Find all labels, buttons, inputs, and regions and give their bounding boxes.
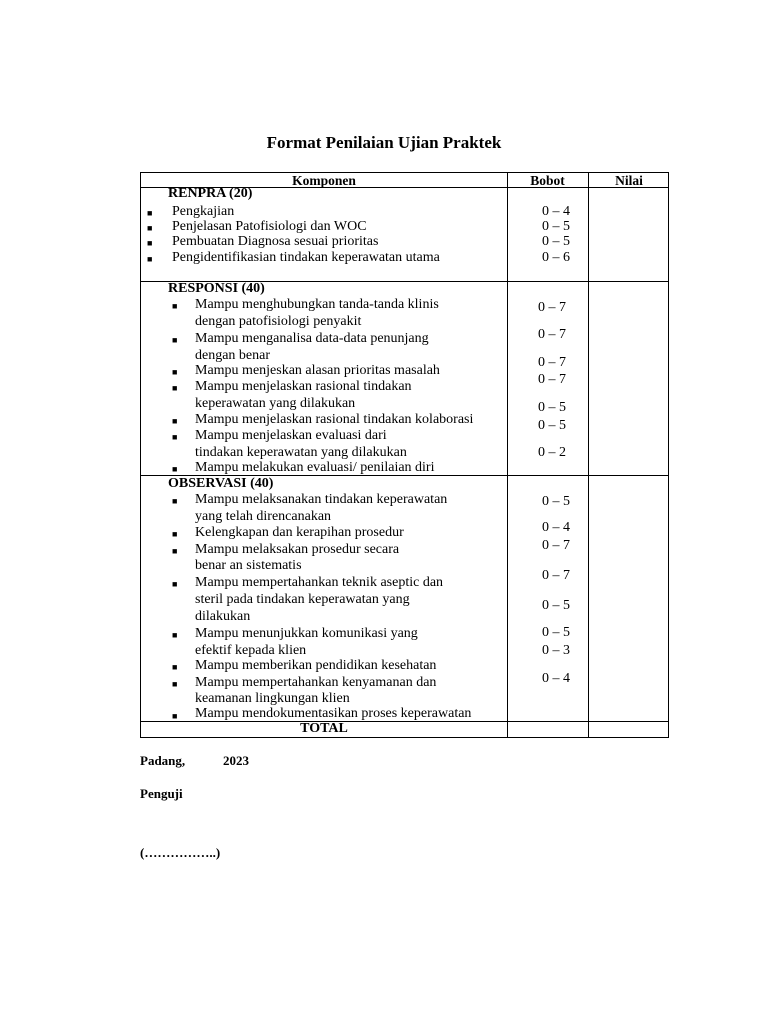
observasi-item: Mampu mendokumentasikan proses keperawatan (195, 706, 472, 721)
city-label: Padang, (140, 753, 186, 768)
page-title: Format Penilaian Ujian Praktek (266, 133, 502, 152)
observasi-bobot: 0 – 5 (542, 598, 570, 613)
responsi-bobot: 0 – 7 (538, 355, 566, 370)
observasi-item: Mampu melaksanakan tindakan keperawatan (195, 492, 448, 507)
bullet-icon: ■ (147, 238, 153, 248)
observasi-item: Mampu mempertahankan teknik aseptic dan (195, 575, 444, 590)
responsi-item: Mampu menjelaskan rasional tindakan (195, 379, 412, 394)
bullet-icon: ■ (147, 254, 153, 264)
bullet-icon: ■ (172, 546, 178, 556)
bullet-icon: ■ (172, 579, 178, 589)
header-nilai: Nilai (615, 173, 643, 188)
responsi-item: Mampu menganalisa data-data penunjang (195, 331, 429, 346)
responsi-bobot: 0 – 5 (538, 418, 566, 433)
responsi-item-cont: tindakan keperawatan yang dilakukan (195, 445, 407, 460)
bullet-icon: ■ (147, 223, 153, 233)
responsi-bobot: 0 – 7 (538, 327, 566, 342)
bullet-icon: ■ (172, 367, 178, 377)
renpra-item: Pengkajian (172, 204, 235, 219)
responsi-bobot: 0 – 7 (538, 300, 566, 315)
observasi-bobot: 0 – 4 (542, 671, 570, 686)
bullet-icon: ■ (147, 208, 153, 218)
bullet-icon: ■ (172, 711, 178, 721)
responsi-item: Mampu melakukan evaluasi/ penilaian diri (195, 460, 435, 475)
bullet-icon: ■ (172, 529, 178, 539)
observasi-item-cont: dilakukan (195, 609, 251, 624)
responsi-item-cont: dengan patofisiologi penyakit (195, 314, 362, 329)
renpra-bobot: 0 – 5 (542, 234, 570, 249)
observasi-bobot: 0 – 4 (542, 520, 570, 535)
observasi-item-cont: keamanan lingkungan klien (195, 691, 350, 706)
responsi-item: Mampu menjelaskan evaluasi dari (195, 428, 387, 443)
observasi-item-cont: efektif kepada klien (195, 643, 307, 658)
section-title-observasi: OBSERVASI (40) (168, 476, 274, 491)
observasi-bobot: 0 – 7 (542, 568, 570, 583)
observasi-bobot: 0 – 5 (542, 494, 570, 509)
responsi-item: Mampu menghubungkan tanda-tanda klinis (195, 297, 439, 312)
responsi-item-cont: dengan benar (195, 348, 271, 363)
observasi-item-cont: steril pada tindakan keperawatan yang (195, 592, 410, 607)
observasi-item-cont: benar an sistematis (195, 558, 302, 573)
header-bobot: Bobot (530, 173, 565, 188)
examiner-label: Penguji (140, 786, 183, 801)
renpra-bobot: 0 – 4 (542, 204, 570, 219)
bullet-icon: ■ (172, 464, 178, 474)
column-divider (507, 173, 508, 737)
renpra-item: Pembuatan Diagnosa sesuai prioritas (172, 234, 379, 249)
bullet-icon: ■ (172, 416, 178, 426)
observasi-bobot: 0 – 3 (542, 643, 570, 658)
total-label: TOTAL (300, 721, 348, 736)
observasi-item: Mampu mempertahankan kenyamanan dan (195, 675, 437, 690)
renpra-bobot: 0 – 6 (542, 250, 570, 265)
renpra-bobot: 0 – 5 (542, 219, 570, 234)
assessment-table (140, 172, 669, 738)
header-komponen: Komponen (292, 173, 356, 188)
bullet-icon: ■ (172, 496, 178, 506)
bullet-icon: ■ (172, 301, 178, 311)
observasi-item: Mampu memberikan pendidikan kesehatan (195, 658, 437, 673)
year-label: 2023 (223, 753, 249, 768)
responsi-item: Mampu menjeskan alasan prioritas masalah (195, 363, 440, 378)
bullet-icon: ■ (172, 432, 178, 442)
bullet-icon: ■ (172, 335, 178, 345)
observasi-bobot: 0 – 7 (542, 538, 570, 553)
section-title-responsi: RESPONSI (40) (168, 281, 265, 296)
bullet-icon: ■ (172, 662, 178, 672)
bullet-icon: ■ (172, 630, 178, 640)
observasi-item: Mampu melaksakan prosedur secara (195, 542, 400, 557)
column-divider (588, 173, 589, 737)
responsi-item-cont: keperawatan yang dilakukan (195, 396, 356, 411)
section-title-renpra: RENPRA (20) (168, 186, 253, 201)
responsi-item: Mampu menjelaskan rasional tindakan kolaborasi (195, 412, 474, 427)
responsi-bobot: 0 – 2 (538, 445, 566, 460)
renpra-item: Penjelasan Patofisiologi dan WOC (172, 219, 367, 234)
renpra-item: Pengidentifikasian tindakan keperawatan utama (172, 250, 440, 265)
bullet-icon: ■ (172, 383, 178, 393)
observasi-item-cont: yang telah direncanakan (195, 509, 332, 524)
responsi-bobot: 0 – 5 (538, 400, 566, 415)
observasi-item: Kelengkapan dan kerapihan prosedur (195, 525, 404, 540)
bullet-icon: ■ (172, 679, 178, 689)
responsi-bobot: 0 – 7 (538, 372, 566, 387)
observasi-bobot: 0 – 5 (542, 625, 570, 640)
observasi-item: Mampu menunjukkan komunikasi yang (195, 626, 418, 641)
signature-line: (……………..) (140, 845, 221, 860)
